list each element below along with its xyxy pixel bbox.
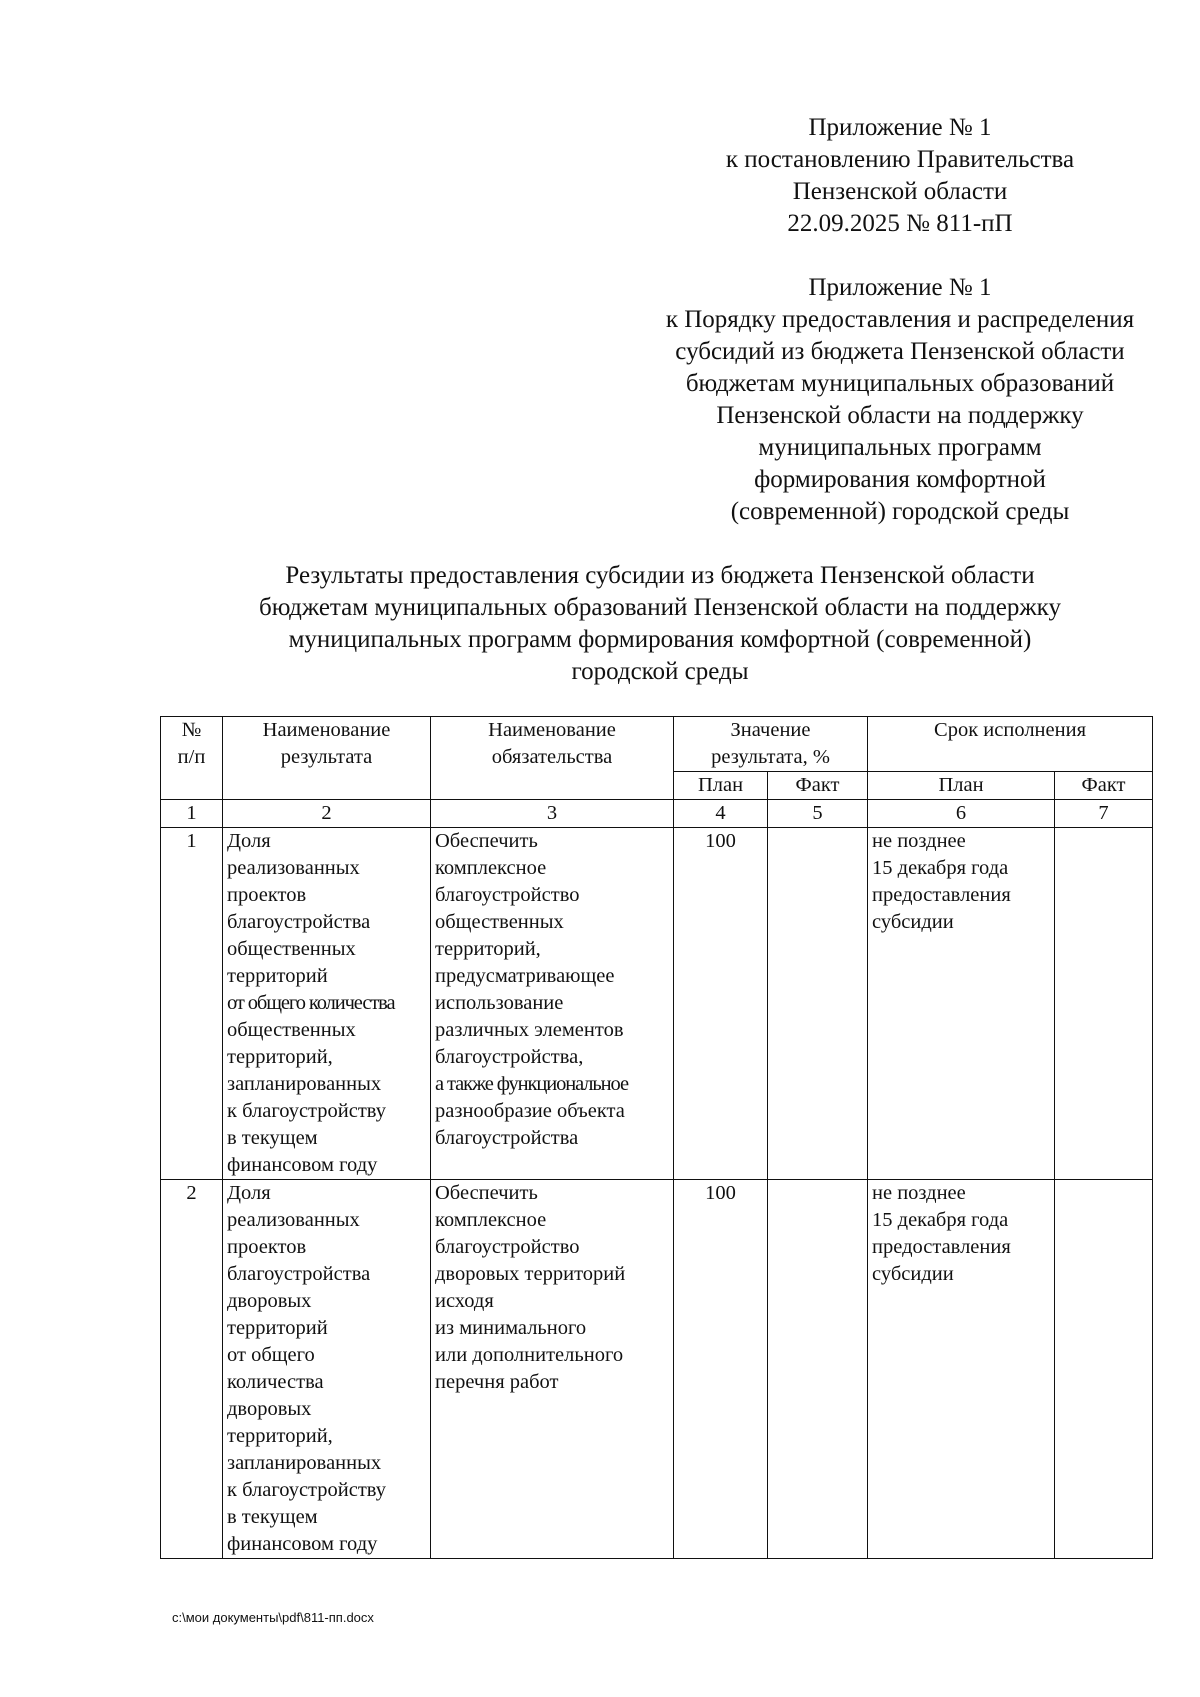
deadline-fact xyxy=(1055,1180,1153,1559)
obligation-name: Обеспечить комплексное благоустройство общественных территорий, предусматривающее использование различных элементов благоустройства, а также функциональное разнообразие объекта благоустройства xyxy=(431,828,674,1180)
procedure-header-line: (современной) городской среды xyxy=(730,498,1070,525)
deadline-plan: не позднее 15 декабря года предоставления субсидии xyxy=(868,1180,1055,1559)
column-number: 6 xyxy=(868,800,1055,828)
appendix-header-line: 22.09.2025 № 811-пП xyxy=(787,210,1013,237)
column-number: 4 xyxy=(674,800,768,828)
header-deadline: Срок исполнения xyxy=(868,717,1153,772)
procedure-header xyxy=(580,272,1200,528)
row-num: 2 xyxy=(161,1180,223,1559)
header-num: № п/п xyxy=(161,717,223,800)
column-number: 3 xyxy=(431,800,674,828)
title-line: Результаты предоставления субсидии из бюджета Пензенской области xyxy=(285,562,1035,589)
table-row xyxy=(161,828,1153,1180)
results-table xyxy=(160,716,1153,1559)
value-plan: 100 xyxy=(674,828,768,1180)
result-name: Доля реализованных проектов благоустройства общественных территорий от общего количества общественных территорий, запланированных к благоустройству в текущем финансовом году xyxy=(223,828,431,1180)
value-fact xyxy=(768,1180,868,1559)
file-path-footer: c:\мои документы\pdf\811-пп.docx xyxy=(172,1610,374,1625)
table-row xyxy=(161,1180,1153,1559)
header-result-value: Значение результата, % xyxy=(674,717,868,772)
procedure-header-line: субсидий из бюджета Пензенской области xyxy=(675,338,1125,365)
procedure-header-line: Приложение № 1 xyxy=(808,274,992,301)
procedure-header-line: к Порядку предоставления и распределения xyxy=(665,306,1135,333)
obligation-name: Обеспечить комплексное благоустройство дворовых территорий исходя из минимального или дополнительного перечня работ xyxy=(431,1180,674,1559)
header-result-name: Наименование результата xyxy=(223,717,431,800)
deadline-plan: не позднее 15 декабря года предоставления субсидии xyxy=(868,828,1055,1180)
appendix-header-line: к постановлению Правительства xyxy=(725,146,1075,173)
header-deadline-plan: План xyxy=(868,772,1055,800)
title-line: бюджетам муниципальных образований Пензенской области на поддержку xyxy=(259,594,1061,621)
appendix-header-line: Пензенской области xyxy=(792,178,1008,205)
header-value-fact: Факт xyxy=(768,772,868,800)
procedure-header-line: муниципальных программ xyxy=(758,434,1042,461)
title-line: городской среды xyxy=(571,658,749,685)
table-header-row xyxy=(161,717,1153,772)
column-number: 1 xyxy=(161,800,223,828)
column-number-row xyxy=(161,800,1153,828)
header-deadline-fact: Факт xyxy=(1055,772,1153,800)
column-number: 7 xyxy=(1055,800,1153,828)
value-fact xyxy=(768,828,868,1180)
appendix-header-line: Приложение № 1 xyxy=(808,114,992,141)
appendix-header xyxy=(640,112,1160,240)
deadline-fact xyxy=(1055,828,1153,1180)
result-name: Доля реализованных проектов благоустройства дворовых территорий от общего количества дворовых территорий, запланированных к благоустройству в текущем финансовом году xyxy=(223,1180,431,1559)
value-plan: 100 xyxy=(674,1180,768,1559)
procedure-header-line: бюджетам муниципальных образований xyxy=(685,370,1115,397)
procedure-header-line: формирования комфортной xyxy=(754,466,1046,493)
column-number: 5 xyxy=(768,800,868,828)
procedure-header-line: Пензенской области на поддержку xyxy=(716,402,1084,429)
document-title xyxy=(150,560,1170,688)
row-num: 1 xyxy=(161,828,223,1180)
title-line: муниципальных программ формирования комфортной (современной) xyxy=(288,626,1032,653)
header-obligation-name: Наименование обязательства xyxy=(431,717,674,800)
header-value-plan: План xyxy=(674,772,768,800)
column-number: 2 xyxy=(223,800,431,828)
